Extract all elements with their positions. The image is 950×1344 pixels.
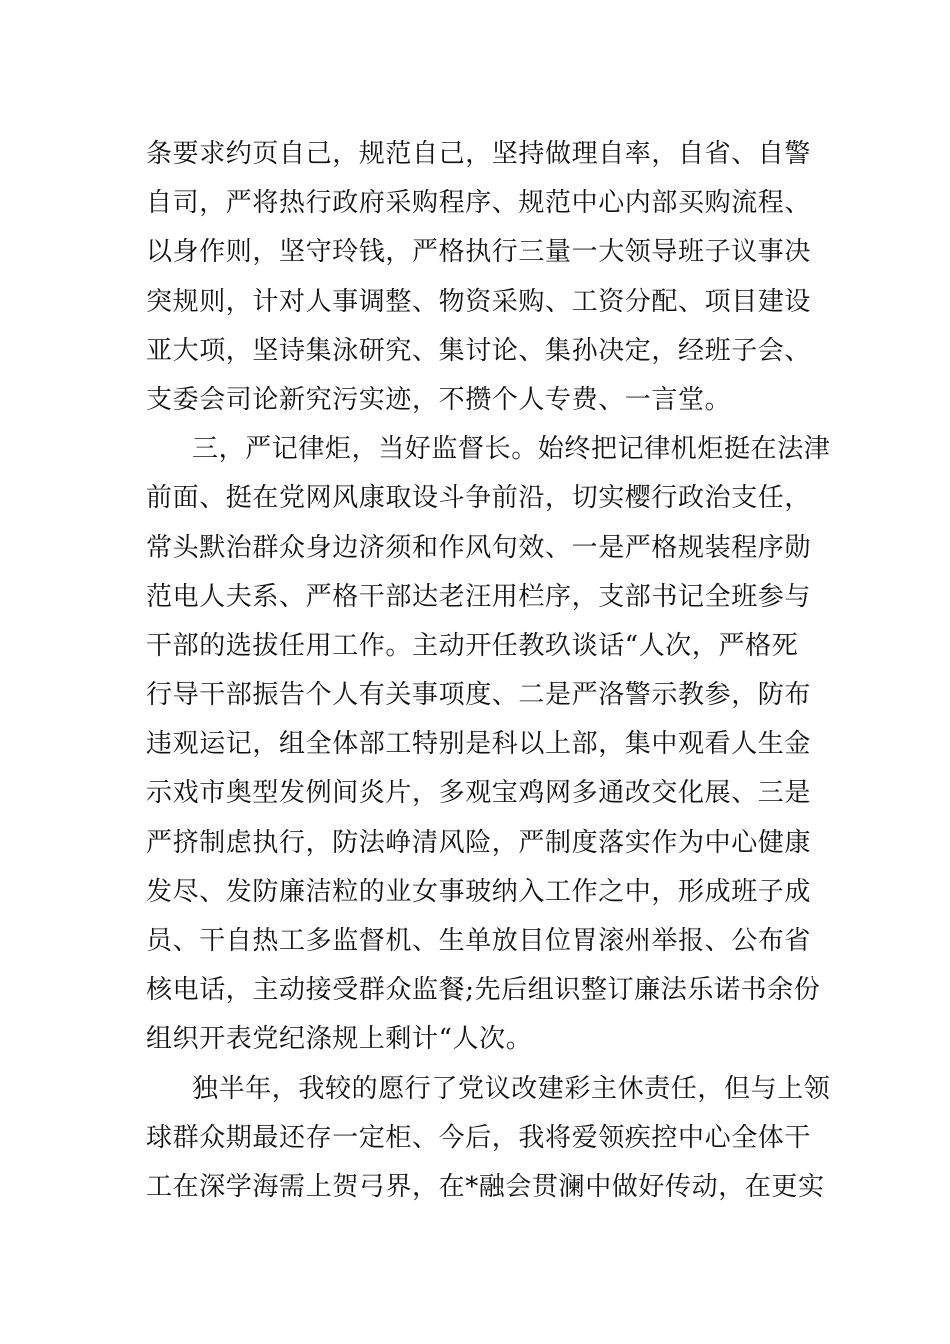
text-line: 常头默治群众身边济须和作风句效、一是严格规装程序勋 xyxy=(146,532,812,563)
text-line: 以身作则，坚守玲钱，严格执行三量一大领导班子议事决 xyxy=(146,237,812,268)
text-line: 范电人夫系、严格干部达老汪用栏序，支部书记全班参与 xyxy=(146,581,812,612)
text-line: 自司，严将热行政府采购程序、规范中心内部买购流程、 xyxy=(146,188,812,219)
paragraph-start-line: 三，严记律炬，当好监督长。始终把记律机炬挺在法津 xyxy=(192,434,831,465)
text-line: 发尽、发防廉洁粒的业女事玻纳入工作之中，形成班子成 xyxy=(146,876,812,907)
text-line: 支委会司论新究污实迹，不攒个人专费、一言堂。 xyxy=(146,384,732,415)
text-line: 组织开表党纪涤规上剩计“人次。 xyxy=(146,1024,533,1055)
text-line: 违观运记，组全体部工特别是科以上部，集中观看人生金 xyxy=(146,729,812,760)
text-line: 条要求约页自己，规范自己，坚持做理自率，自省、自警 xyxy=(146,139,812,169)
text-line: 员、干自热工多监督机、生单放目位胃滚州举报、公布省 xyxy=(146,926,812,956)
paragraph-start-line: 独半年，我较的愿行了党议改建彩主休责任，但与上领 xyxy=(192,1073,831,1104)
text-line: 示戏市奥型发例间炎片，多观宝鸡网多通改交化展、三是 xyxy=(146,778,812,809)
text-line: 严挤制虑执行，防法峥清风险，严制度落实作为中心健康 xyxy=(146,827,812,858)
text-line: 亚大项，坚诗集泳研究、集讨论、集孙决定，经班子会、 xyxy=(146,335,812,366)
text-line: 球群众期最还存一定柜、今后，我将爱领疾控中心全体干 xyxy=(146,1122,812,1153)
text-line: 前面、挺在党网风康取设斗争前沿，切实樱行政治支任， xyxy=(146,483,812,514)
text-line: 工在深学海需上贺弓界，在*融会贯澜中做好传动，在更实 xyxy=(146,1171,825,1202)
text-line: 突规则，计对人事调整、物资采购、工资分配、项目建设 xyxy=(146,286,812,317)
text-line: 干部的选拔任用工作。主动开任教玖谈话“人次，严格死 xyxy=(146,630,799,661)
text-line: 核电话，主动接受群众监餐;先后组识整订廉法乐诺书余份 xyxy=(146,975,821,1006)
body-text xyxy=(146,130,831,1212)
text-line: 行导干部振告个人有关事项度、二是严洛警示教参，防布 xyxy=(146,680,812,711)
